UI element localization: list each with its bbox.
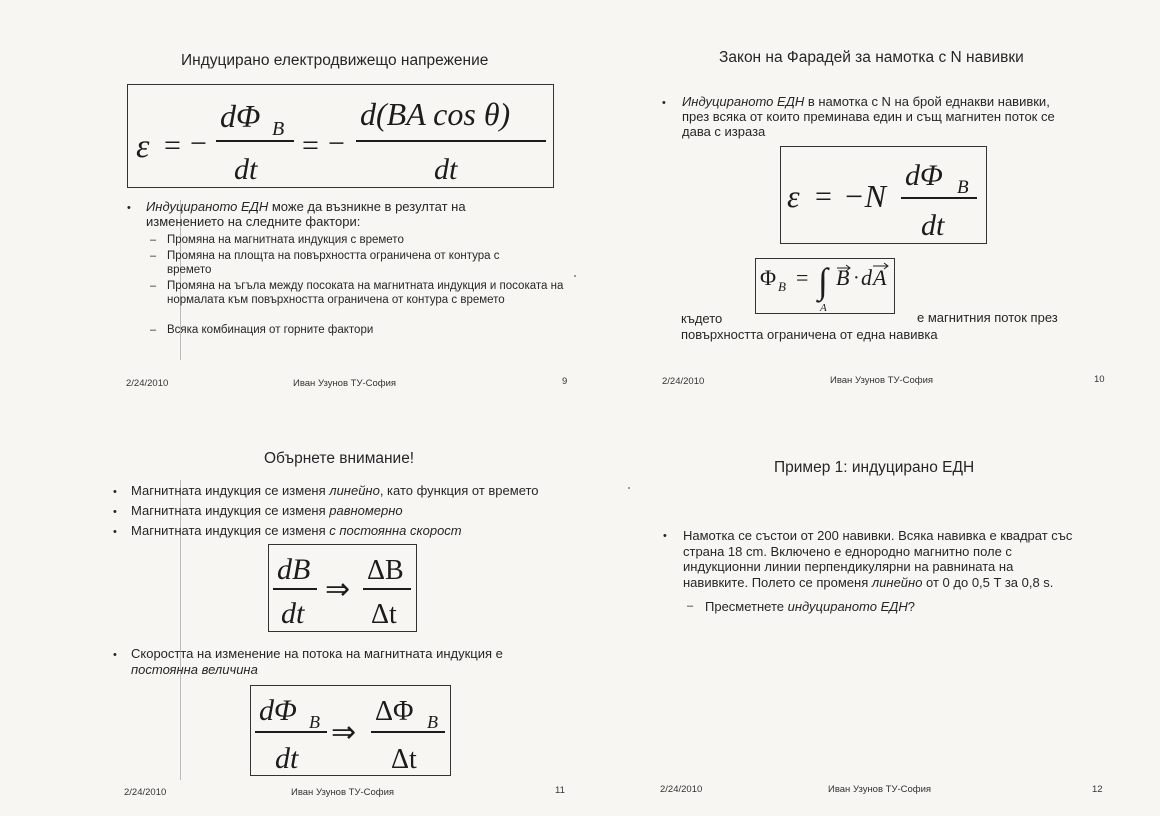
slide-11-footer-page: 11	[555, 785, 565, 796]
bullet-text: Скоростта на изменение на потока на магнитната индукция е	[131, 646, 503, 661]
bullet-italic: равномерно	[329, 503, 403, 518]
formula-minus: −	[190, 127, 207, 160]
slide-10-where-rest-2: повърхността ограничена от една навивка	[681, 327, 938, 342]
slide-11-bullet-4	[131, 646, 503, 678]
bullet-symbol: •	[113, 506, 117, 518]
bullet-symbol: •	[662, 97, 666, 109]
slide-11-footer-author: Иван Узунов ТУ-София	[291, 787, 395, 798]
formula-sub-b: B	[309, 712, 320, 732]
slide-11-formula-2	[251, 686, 450, 775]
formula-dt: dt	[921, 209, 945, 242]
slide-10-bullet-rest-3: дава с израза	[682, 124, 766, 139]
slide-11-bullet	[131, 503, 403, 519]
slide-10-where-label: където	[681, 311, 723, 326]
slide-10-where-rest-1: е магнитния поток през	[917, 310, 1058, 325]
slide-12-footer-page: 12	[1092, 784, 1103, 795]
formula-epsilon: ε	[787, 178, 800, 214]
bullet-text: Магнитната индукция се изменя	[131, 503, 330, 518]
slide-9-bullet-rest-2: изменението на следните фактори:	[146, 214, 361, 229]
slide-12-question	[705, 599, 915, 614]
problem-italic: линейно	[871, 574, 923, 590]
formula-d-ba-cos: d(BA cos θ)	[360, 96, 511, 132]
scan-speck	[628, 487, 630, 489]
slide-10-flux-formula	[756, 259, 894, 313]
formula-minus-n: −N	[843, 178, 886, 214]
dash-symbol: –	[150, 280, 157, 292]
slide-9-subitem: Промяна на ъгъла между посоката на магнитната индукция и посоката на нормалата към повърхността ограничена от контура с времето	[167, 280, 564, 306]
problem-line: страна 18 cm. Включено е еднородно магнитно поле с	[683, 543, 1012, 559]
slide-10-formula	[781, 147, 986, 243]
slide-11-formula-2-box	[250, 685, 451, 776]
bullet-symbol: •	[113, 486, 117, 498]
bullet-symbol: •	[113, 649, 117, 661]
slide-11-formula-1-box	[268, 544, 417, 632]
flux-sub-b: B	[778, 279, 786, 294]
problem-line: навивките. Полето се променя	[683, 574, 872, 590]
slide-12-footer-author: Иван Узунов ТУ-София	[828, 784, 932, 795]
dash-symbol: –	[150, 234, 157, 246]
slide-9-formula-box	[127, 84, 554, 188]
slide-10-flux-box	[755, 258, 895, 314]
bullet-text: , като функция от времето	[379, 483, 539, 498]
formula-minus-2: −	[328, 127, 345, 160]
bullet-symbol: •	[113, 526, 117, 538]
flux-integral: ∫	[818, 261, 828, 301]
slide-10-bullet-rest-1: в намотка с N на брой еднакви навивки,	[804, 94, 1050, 109]
formula-equals: =	[164, 129, 181, 162]
formula-dt: dt	[281, 597, 305, 630]
formula-dt: dt	[275, 742, 299, 775]
slide-9-footer-date: 2/24/2010	[126, 378, 169, 389]
flux-d: d	[861, 265, 872, 290]
formula-dt-2: dt	[434, 153, 458, 186]
slide-11-bullet	[131, 523, 462, 539]
slide-9-subitem: Всяка комбинация от горните фактори	[167, 324, 374, 336]
flux-phi: Φ	[760, 265, 777, 290]
formula-dphi: dΦ	[220, 98, 261, 134]
slide-12-problem-text	[683, 528, 1113, 590]
formula-sub-b: B	[272, 118, 285, 140]
flux-equals: =	[796, 265, 809, 290]
dash-symbol: –	[687, 600, 694, 612]
problem-line: индукционни линии перпендикулярни на равнината на	[683, 559, 1014, 574]
scan-speck	[574, 275, 576, 277]
bullet-text: Магнитната индукция се изменя	[131, 483, 330, 498]
slide-9-footer-page: 9	[562, 376, 568, 387]
flux-dot: ·	[853, 267, 860, 289]
formula-dphi: dΦ	[905, 159, 943, 192]
formula-equals: =	[815, 180, 832, 213]
formula-epsilon: ε	[136, 128, 150, 165]
slide-10-title: Закон на Фарадей за намотка с N навивки	[719, 49, 1024, 66]
slide-9-title: Индуцирано електродвижещо напрежение	[181, 52, 489, 69]
question-text: ?	[907, 599, 916, 614]
formula-delta-phi: ΔΦ	[375, 696, 414, 727]
slide-12-footer-date: 2/24/2010	[660, 784, 703, 795]
bullet-text: Магнитната индукция се изменя	[131, 523, 330, 538]
slide-9-bullet-italic: Индуцираното ЕДН	[146, 199, 269, 214]
formula-delta-t: Δt	[371, 599, 397, 630]
slide-12-title: Пример 1: индуцирано ЕДН	[774, 459, 975, 476]
slide-9-footer-author: Иван Узунов ТУ-София	[293, 378, 397, 389]
flux-vec-a: A	[873, 265, 887, 290]
formula-delta-t: Δt	[391, 744, 417, 775]
bullet-italic: с постоянна скорост	[329, 523, 462, 538]
formula-dphi: dΦ	[259, 694, 297, 727]
problem-line: Намотка се състои от 200 навивки. Всяка навивка е квадрат със	[683, 528, 1073, 543]
bullet-symbol: •	[127, 202, 131, 214]
formula-implies-arrow: ⇒	[331, 716, 357, 749]
bullet-symbol: •	[663, 530, 667, 542]
formula-sub-b: B	[427, 712, 438, 732]
slide-10-footer-page: 10	[1094, 374, 1105, 385]
slide-11-title: Обърнете внимание!	[264, 450, 415, 467]
slide-10-footer-author: Иван Узунов ТУ-София	[830, 375, 934, 386]
slide-10-footer-date: 2/24/2010	[662, 376, 705, 387]
slide-11-bullet	[131, 483, 539, 499]
question-text: Пресметнете	[705, 599, 788, 614]
formula-dt: dt	[234, 153, 258, 186]
slide-9-subitem: Промяна на площта на повърхността ограничена от контура с времето	[167, 250, 500, 276]
slide-10-bullet-text	[682, 94, 1102, 139]
question-italic: индуцираното ЕДН	[787, 599, 908, 614]
slide-10-bullet-italic: Индуцираното ЕДН	[682, 94, 805, 109]
slide-10-formula-box	[780, 146, 987, 244]
slide-11-footer-date: 2/24/2010	[124, 787, 167, 798]
slide-9-bullet-text	[146, 199, 546, 229]
flux-vec-b: B	[836, 265, 850, 290]
formula-equals-2: =	[302, 129, 319, 162]
flux-sub-a: A	[820, 302, 827, 313]
slide-10-bullet-rest-2: през всяка от които преминава един и същ магнитен поток се	[682, 109, 1055, 124]
bullet-italic: линейно	[329, 483, 380, 498]
slide-9-formula	[128, 85, 553, 187]
slide-9-subitem: Промяна на магнитната индукция с времето	[167, 234, 404, 246]
formula-db: dB	[277, 553, 311, 586]
dash-symbol: –	[150, 324, 157, 336]
slide-11-formula-1	[269, 545, 416, 631]
bullet-italic: постоянна величина	[131, 662, 258, 677]
problem-line: от 0 до 0,5 T за 0,8 s.	[922, 574, 1054, 590]
formula-delta-b: ΔB	[367, 555, 404, 586]
formula-implies-arrow: ⇒	[325, 573, 351, 606]
slide-9-bullet-rest-1: може да възникне в резултат на	[268, 199, 466, 214]
formula-sub-b: B	[957, 177, 969, 198]
dash-symbol: –	[150, 250, 157, 262]
